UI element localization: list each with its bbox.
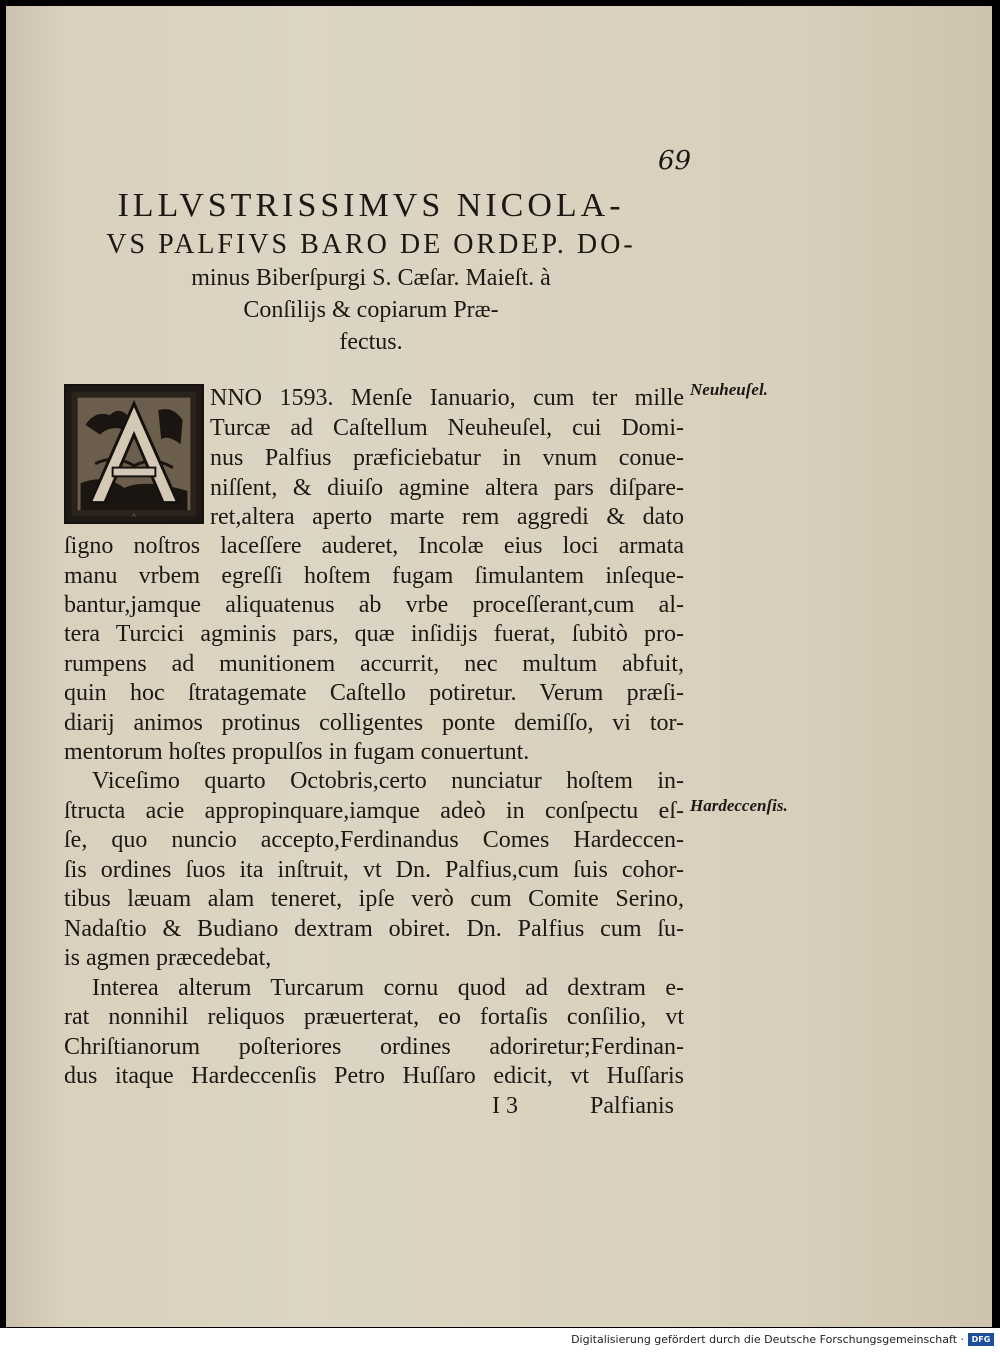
woodcut-initial-illustration [66, 386, 202, 522]
title-line: VS PALFIVS BARO DE ORDEP. DO- [106, 229, 636, 260]
text-line: Interea alterum Turcarum cornu quod ad dextram e- [92, 975, 684, 1001]
text-line: ſigno noſtros laceſſere auderet, Incolæ eius loci armata [64, 533, 684, 559]
title-line: Conſilijs & copiarum Præ- [243, 297, 499, 323]
chapter-title [46, 184, 696, 358]
text-line: rat nonnihil reliquos præuerterat, eo fortaſis conſilio, vt [64, 1004, 684, 1030]
text-line: diarij animos protinus colligentes ponte demiſſo, vi tor- [64, 710, 684, 736]
initial-letter: A [131, 513, 137, 520]
text-line: ret,altera aperto marte rem aggredi & dato [210, 504, 684, 530]
text-line: manu vrbem egreſſi hoſtem fugam ſimulantem inſeque- [64, 563, 684, 589]
text-line: is agmen præcedebat, [64, 945, 272, 971]
text-line: ſe, quo nuncio accepto,Ferdinandus Comes Hardeccen- [64, 827, 684, 853]
text-line: tera Turcici agminis pars, quæ inſidijs fuerat, ſubitò pro- [64, 621, 684, 647]
funding-credit: Digitalisierung gefördert durch die Deutsche Forschungsgemeinschaft · [571, 1333, 964, 1346]
book-page [6, 6, 992, 1327]
text-line: Turcæ ad Caſtellum Neuheuſel, cui Domi- [210, 415, 684, 441]
text-line: bantur,jamque aliquatenus ab vrbe proceſſerant,cum al- [64, 592, 684, 618]
margin-note: Hardeccenſis. [690, 796, 788, 815]
text-line: Viceſimo quarto Octobris,certo nunciatur hoſtem in- [92, 768, 684, 794]
dfg-logo[interactable]: DFG [968, 1333, 994, 1346]
catchword: Palfianis [590, 1093, 674, 1119]
text-line: nus Palfius præficiebatur in vnum conue- [210, 445, 684, 471]
text-line: Chriſtianorum poſteriores ordines adoriretur;Ferdinan- [64, 1034, 684, 1060]
text-line: mentorum hoſtes propulſos in fugam conuertunt. [64, 739, 530, 765]
text-line: niſſent, & diuiſo agmine altera pars diſpare- [210, 475, 684, 501]
page-number: 69 [658, 146, 692, 176]
decorated-initial [64, 384, 204, 524]
footer-bar [0, 1328, 1000, 1352]
text-line: NNO 1593. Menſe Ianuario, cum ter mille [210, 385, 684, 411]
text-line: quin hoc ſtratagemate Caſtello potiretur. Verum præſi- [64, 680, 684, 706]
text-line: ſis ordines ſuos ita inſtruit, vt Dn. Palfius,cum ſuis cohor- [64, 857, 684, 883]
text-line: ſtructa acie appropinquare,iamque adeò in conſpectu eſ- [64, 798, 684, 824]
text-line: tibus læuam alam teneret, ipſe verò cum Comite Serino, [64, 886, 684, 912]
margin-note: Neuheuſel. [690, 380, 768, 399]
text-line: rumpens ad munitionem accurrit, nec multum abfuit, [64, 651, 684, 677]
text-line: Nadaſtio & Budiano dextram obiret. Dn. Palfius cum ſu- [64, 916, 684, 942]
text-line: dus itaque Hardeccenſis Petro Huſſaro edicit, vt Huſſaris [64, 1063, 684, 1089]
title-line: minus Biberſpurgi S. Cæſar. Maieſt. à [191, 265, 551, 291]
title-line: ILLVSTRISSIMVS NICOLA- [117, 187, 625, 224]
title-line: fectus. [339, 329, 403, 355]
signature-mark: I 3 [492, 1093, 518, 1119]
